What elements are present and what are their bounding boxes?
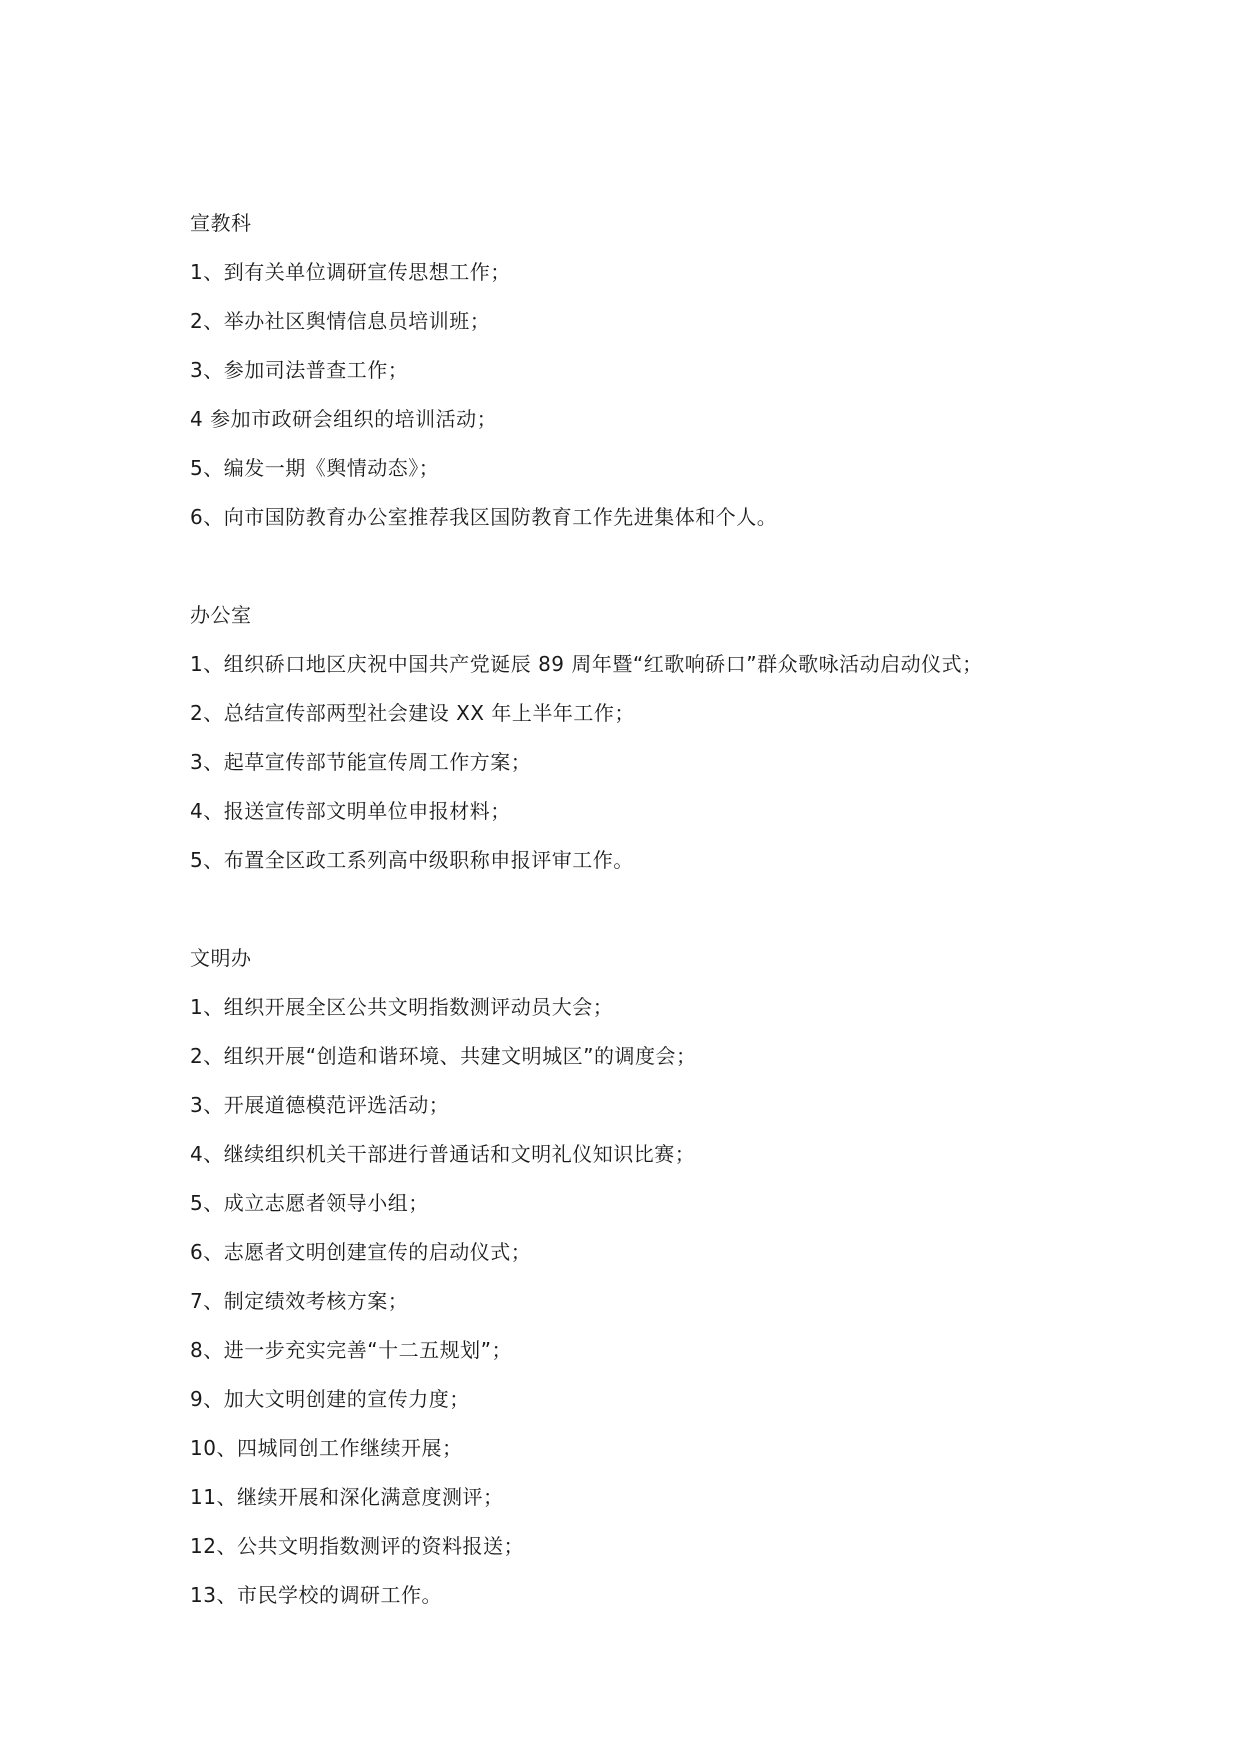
- list-item: 2、组织开展“创造和谐环境、共建文明城区”的调度会；: [190, 1044, 697, 1068]
- list-item: 6、向市国防教育办公室推荐我区国防教育工作先进集体和个人。: [190, 505, 778, 529]
- list-item: 5、成立志愿者领导小组；: [190, 1191, 429, 1215]
- document-content: [190, 205, 1090, 1626]
- list-item: 1、组织硚口地区庆祝中国共产党诞辰 89 周年暨“红歌响硚口”群众歌咏活动启动仪式；: [190, 652, 983, 676]
- list-item: 13、市民学校的调研工作。: [190, 1583, 442, 1607]
- section-bangongshi: [190, 597, 1090, 891]
- list-item: 3、起草宣传部节能宣传周工作方案；: [190, 750, 532, 774]
- section-heading: 文明办: [190, 946, 252, 970]
- list-item: 5、编发一期《舆情动态》；: [190, 456, 440, 480]
- list-item: 10、四城同创工作继续开展；: [190, 1436, 463, 1460]
- section-heading: 宣教科: [190, 211, 252, 235]
- list-item: 4、继续组织机关干部进行普通话和文明礼仪知识比赛；: [190, 1142, 696, 1166]
- list-item: 4、报送宣传部文明单位申报材料；: [190, 799, 511, 823]
- list-item: 7、制定绩效考核方案；: [190, 1289, 409, 1313]
- list-item: 2、总结宣传部两型社会建设 XX 年上半年工作；: [190, 701, 635, 725]
- list-item: 6、志愿者文明创建宣传的启动仪式；: [190, 1240, 532, 1264]
- list-item: 4 参加市政研会组织的培训活动；: [190, 407, 498, 431]
- list-item: 3、参加司法普查工作；: [190, 358, 409, 382]
- list-item: 1、组织开展全区公共文明指数测评动员大会；: [190, 995, 614, 1019]
- list-item: 8、进一步充实完善“十二五规划”；: [190, 1338, 512, 1362]
- list-item: 9、加大文明创建的宣传力度；: [190, 1387, 470, 1411]
- list-item: 11、继续开展和深化满意度测评；: [190, 1485, 504, 1509]
- section-xuanjiaoke: [190, 205, 1090, 548]
- section-wenmingban: [190, 940, 1090, 1626]
- list-item: 12、公共文明指数测评的资料报送；: [190, 1534, 524, 1558]
- list-item: 3、开展道德模范评选活动；: [190, 1093, 450, 1117]
- list-item: 2、举办社区舆情信息员培训班；: [190, 309, 491, 333]
- list-item: 1、到有关单位调研宣传思想工作；: [190, 260, 511, 284]
- list-item: 5、布置全区政工系列高中级职称申报评审工作。: [190, 848, 634, 872]
- section-heading: 办公室: [190, 603, 252, 627]
